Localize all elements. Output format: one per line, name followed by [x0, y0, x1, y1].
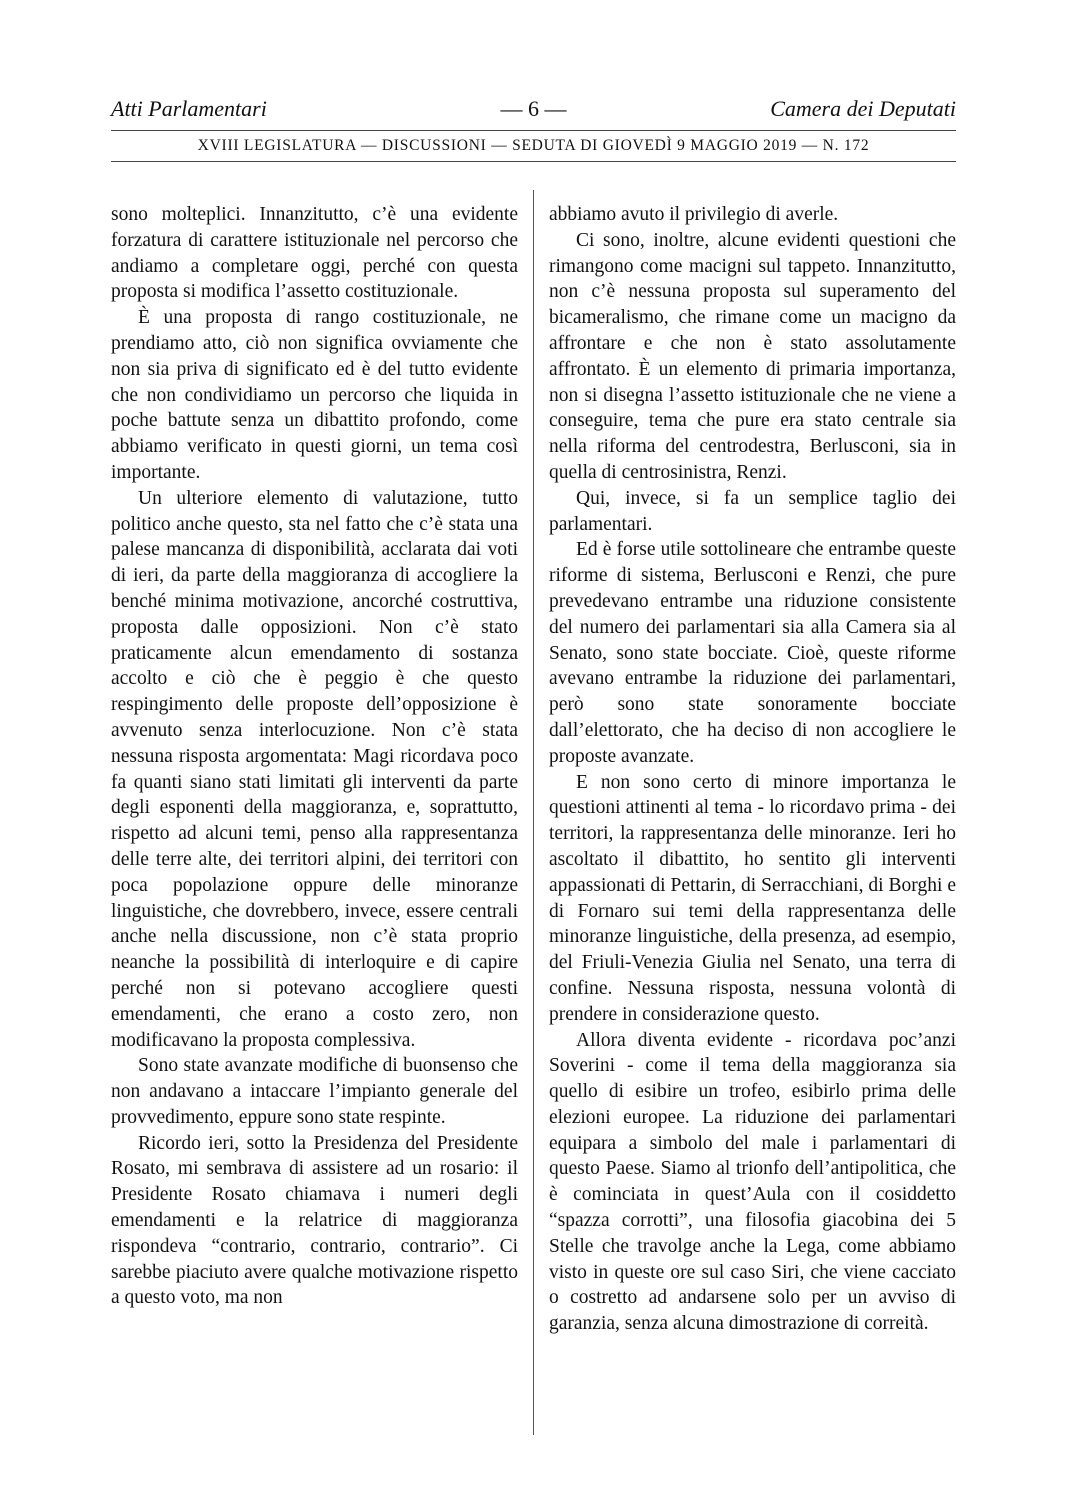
- session-subheader: XVIII LEGISLATURA — DISCUSSIONI — SEDUTA DI GIOVEDÌ 9 MAGGIO 2019 — N. 172: [197, 137, 870, 154]
- paragraph: Ricordo ieri, sotto la Presidenza del Presidente Rosato, mi sembrava di assistere ad un rosario: il Presidente Rosato chiamava i numeri degli emendamenti e la relatrice di maggioranza rispondeva “contrario, contrario, contrario”. Ci sarebbe piaciuto avere qualche motivazione rispetto a questo voto, ma non: [111, 1132, 518, 1309]
- right-column: [549, 202, 956, 1337]
- paragraph: È una proposta di rango costituzionale, ne prendiamo atto, ciò non significa ovviamente che non sia priva di significato ed è del tutto evidente che non condividiamo un percorso che liquida in poche battute senza un dibattito profondo, come abbiamo verificato in questi giorni, un tema così importante.: [111, 307, 518, 483]
- header-chamber: Camera dei Deputati: [770, 96, 956, 121]
- paragraph: Ed è forse utile sottolineare che entrambe queste riforme di sistema, Berlusconi e Renzi, che pure prevedevano entrambe una riduzione consistente del numero dei parlamentari sia alla Camera sia al Senato, sono state bocciate. Cioè, queste riforme avevano entrambe la riduzione dei parlamentari, però sono state sonoramente bocciate dall’elettorato, che ha deciso di non accogliere le proposte avanzate.: [549, 539, 956, 767]
- left-column: [111, 202, 518, 1311]
- paragraph: Allora diventa evidente - ricordava poc’anzi Soverini - come il tema della maggioranza sia quello di esibire un trofeo, esibirlo prima delle elezioni europee. La riduzione dei parlamentari equipara a simbolo del male i parlamentari di questo Paese. Siamo al trionfo dell’antipolitica, che è cominciata in quest’Aula con il cosiddetto “spazza corrotti”, una filosofia giacobina dei 5 Stelle che travolge anche la Lega, come abbiamo visto in queste ore sul caso Siri, che viene cacciato o costretto ad andarsene solo per un avviso di garanzia, senza alcuna dimostrazione di correità.: [549, 1029, 956, 1335]
- page-number: — 6 —: [500, 96, 567, 121]
- paragraph: sono molteplici. Innanzitutto, c’è una evidente forzatura di carattere istituzionale nel percorso che andiamo a completare oggi, perché con questa proposta si modifica l’assetto costituzionale.: [111, 204, 518, 303]
- paragraph: Ci sono, inoltre, alcune evidenti questioni che rimangono come macigni sul tappeto. Innanzitutto, non c’è nessuna proposta sul superamento del bicameralismo, che rimane come un macigno da affrontare e che non è stato assolutamente affrontato. È un elemento di primaria importanza, non si disegna l’assetto istituzionale che ne viene a conseguire, tema che pure era stato centrale sia nella riforma del centrodestra, Berlusconi, sia in quella di centrosinistra, Renzi.: [549, 229, 956, 483]
- header-publication: Atti Parlamentari: [111, 96, 267, 121]
- column-divider: [533, 190, 534, 1435]
- header-rule-top: [111, 130, 956, 131]
- paragraph: abbiamo avuto il privilegio di averle.: [549, 204, 839, 225]
- paragraph: Un ulteriore elemento di valutazione, tutto politico anche questo, sta nel fatto che c’è stata una palese mancanza di disponibilità, acclarata dai voti di ieri, da parte della maggioranza di accogliere la benché minima motivazione, ancorché costruttiva, proposta dalle opposizioni. Non c’è stato praticamente alcun emendamento di sostanza accolto e ciò che è peggio è che questo respingimento delle proposte dell’opposizione è avvenuto senza interlocuzione. Non c’è stata nessuna risposta argomentata: Magi ricordava poco fa quanti siano stati limitati gli interventi da parte degli esponenti della maggioranza, e, soprattutto, rispetto ad alcuni temi, penso alla rappresentanza delle terre alte, dei territori alpini, dei territori con poca popolazione oppure delle minoranze linguistiche, che dovrebbero, invece, essere centrali anche nella discussione, non c’è stata proprio neanche la possibilità di interloquire e di capire perché non si potevano accogliere questi emendamenti, che erano a costo zero, non modificavano la proposta complessiva.: [111, 487, 518, 1051]
- header-rule-bottom: [111, 161, 956, 162]
- paragraph: Qui, invece, si fa un semplice taglio dei parlamentari.: [549, 487, 956, 535]
- paragraph: Sono state avanzate modifiche di buonsenso che non andavano a intaccare l’impianto generale del provvedimento, eppure sono state respinte.: [111, 1055, 518, 1128]
- paragraph: E non sono certo di minore importanza le questioni attinenti al tema - lo ricordavo prima - dei territori, la rappresentanza delle minoranze. Ieri ho ascoltato il dibattito, ho sentito gli interventi appassionati di Pettarin, di Serracchiani, di Borghi e di Fornaro sui temi della rappresentanza delle minoranze linguistiche, della presenza, ad esempio, del Friuli-Venezia Giulia nel Senato, una terra di confine. Nessuna risposta, nessuna volontà di prendere in considerazione questo.: [549, 771, 956, 1025]
